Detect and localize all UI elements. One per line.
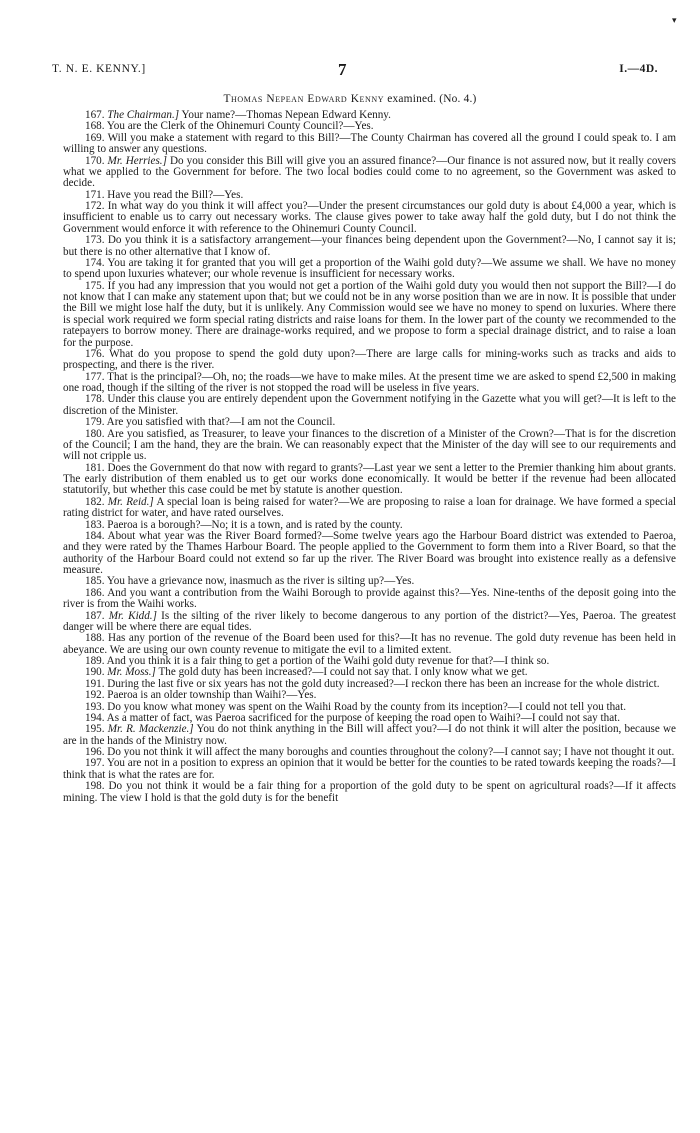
question-number: 175. xyxy=(85,279,105,292)
question-paragraph xyxy=(63,133,676,156)
question-paragraph xyxy=(63,258,676,281)
question-text: Do you think it is a satisfactory arrangement—your finances being dependent upon the Government?—No, I cannot say it is; but there is no other alternative that I know of. xyxy=(63,234,676,258)
title-suffix: examined. (No. 4.) xyxy=(387,93,477,105)
question-text: Your name?—Thomas Nepean Edward Kenny. xyxy=(181,109,391,121)
question-paragraph xyxy=(63,497,676,520)
question-text: You are not in a position to express an opinion that it would be better for the counties to be rated towards keeping the roads?—I think that is what the rates are for. xyxy=(63,757,676,781)
page-header xyxy=(52,60,658,79)
question-number: 180. xyxy=(85,427,105,440)
question-number: 179. xyxy=(85,416,105,429)
question-paragraph xyxy=(63,394,676,417)
question-number: 178. xyxy=(85,393,105,406)
question-paragraph xyxy=(63,758,676,781)
question-text: Under this clause you are entirely dependent upon the Government notifying in the Gazette what you will get?—It is left to the discretion of the Minister. xyxy=(63,393,676,417)
speaker-label: Mr. R. Mackenzie.] xyxy=(107,723,194,736)
question-text: A special loan is being raised for water?—We are proposing to raise a loan for drainage. We have formed a special rating district for water, and have rated ourselves. xyxy=(63,495,676,520)
question-paragraph xyxy=(63,281,676,349)
question-number: 196. xyxy=(85,746,105,758)
section-title xyxy=(0,93,700,105)
question-number: 176. xyxy=(85,347,105,360)
question-paragraph xyxy=(63,429,676,463)
question-number: 197. xyxy=(85,757,105,770)
transcript-body xyxy=(63,110,676,804)
question-number: 194. xyxy=(85,711,105,724)
witness-name: Thomas Nepean Edward Kenny xyxy=(223,93,385,105)
question-number: 189. xyxy=(85,655,105,667)
question-text: Do you not think it will affect the many boroughs and counties throughout the colony?—I cannot say; I have not thought it out. xyxy=(107,746,675,758)
question-number: 192. xyxy=(85,689,105,702)
question-number: 187. xyxy=(85,609,105,622)
question-text: Paeroa is an older township than Waihi?—Yes. xyxy=(107,689,317,702)
question-number: 183. xyxy=(85,518,105,531)
question-text: Has any portion of the revenue of the Board been used for this?—It has no revenue. The gold duty revenue has been held in abeyance. We are using our own county revenue to mitigate the evil to a limited extent. xyxy=(63,632,676,656)
question-number: 177. xyxy=(85,370,105,383)
question-text: Do you know what money was spent on the Waihi Road by the county from its inception?—I could not tell you that. xyxy=(107,700,627,713)
question-paragraph xyxy=(63,611,676,634)
question-number: 181. xyxy=(85,461,105,474)
speaker-label: Mr. Herries.] xyxy=(107,154,167,167)
question-text: Is the silting of the river likely to become dangerous to any portion of the district?—Yes, Paeroa. The greatest danger will be where there are equal tides. xyxy=(63,609,676,633)
question-number: 168. xyxy=(85,120,105,133)
question-text: You are taking it for granted that you will get a proportion of the Waihi gold duty?—We assume we shall. We have no money to spend upon luxuries whatever; our whole revenue is insufficient for necessary works. xyxy=(63,256,676,281)
question-number: 184. xyxy=(85,529,105,542)
question-text: You do not think anything in the Bill will affect you?—I do not think it will alter the position, because we are in the hands of the Ministry now. xyxy=(63,723,676,747)
question-number: 182. xyxy=(85,495,105,508)
question-text: As a matter of fact, was Paeroa sacrificed for the purpose of keeping the road open to Waihi?—I could not say that. xyxy=(106,711,621,724)
question-text: The gold duty has been increased?—I could not say that. I only know what we get. xyxy=(158,666,528,679)
question-paragraph xyxy=(63,633,676,656)
question-paragraph xyxy=(63,372,676,395)
question-number: 188. xyxy=(85,632,105,645)
question-text: You are the Clerk of the Ohinemuri County Council?—Yes. xyxy=(106,120,374,133)
question-paragraph xyxy=(63,588,676,611)
question-text: Do you consider this Bill will give you an assured finance?—Our finance is not assured now, but it really covers what we applied to the Government for before. The two local bodies could come to no agreement, so the Government was asked to decide. xyxy=(63,154,676,190)
question-number: 172. xyxy=(85,200,105,212)
question-number: 170. xyxy=(85,154,105,167)
question-paragraph xyxy=(63,724,676,747)
question-text: Have you read the Bill?—Yes. xyxy=(107,188,244,201)
question-paragraph xyxy=(63,463,676,497)
question-paragraph xyxy=(63,349,676,372)
question-paragraph xyxy=(63,235,676,258)
question-number: 167. xyxy=(85,109,105,121)
question-number: 174. xyxy=(85,256,105,269)
question-text: In what way do you think it will affect you?—Under the present circumstances our gold duty is about £4,000 a year, which is insufficient to enable us to carry out necessary works. The clause gives power to take away half the gold duty, but I do not think the Government would enforce it with reference to the Ohinemuri County Council. xyxy=(63,200,676,235)
question-paragraph xyxy=(63,156,676,190)
question-number: 193. xyxy=(85,700,105,713)
speaker-label: Mr. Moss.] xyxy=(107,666,156,679)
header-left: T. N. E. KENNY.] xyxy=(52,63,146,75)
question-text: Are you satisfied, as Treasurer, to leave your finances to the discretion of a Minister of the Crown?—That is for the discretion of the Council; I am the hand, they are the brain. We can reasonably expect that the Minister of the day will see to our requirements and will not cripple us. xyxy=(63,427,676,463)
question-paragraph xyxy=(63,781,676,804)
question-text: You have a grievance now, inasmuch as the river is silting up?—Yes. xyxy=(106,575,415,588)
question-number: 185. xyxy=(85,575,105,588)
question-text: During the last five or six years has not the gold duty increased?—I reckon there has been an increase for the whole district. xyxy=(107,677,660,690)
question-text: Does the Government do that now with regard to grants?—Last year we sent a letter to the Premier thanking him about grants. The early distribution of them enabled us to get our works done economically. It would be better if the revenue had been allocated statutorily, but whether this case could be met by statute is another question. xyxy=(63,461,676,497)
question-text: Do you not think it would be a fair thing for a proportion of the gold duty to be spent on agricultural roads?—If it affects mining. The view I hold is that the gold duty is for the benefit xyxy=(63,780,676,804)
question-text: If you had any impression that you would not get a portion of the Waihi gold duty you would then not support the Bill?—I do not know that I can make any statement upon that; but we could not be in any worse position than we are in now. It is possible that under the Bill we might lose half the duty, but it is unlikely. Any Commission would see we have no money to spend on luxuries. Where there is special work required we form special rating districts and raise loans for them. In the lower part of the county we recommended to the ratepayers to borrow money. There are drainage-works required, and we propose to form a special drainage district, and to raise a loan for the purpose. xyxy=(63,279,676,349)
speaker-label: Mr. Reid.] xyxy=(107,495,154,508)
question-text: Will you make a statement with regard to this Bill?—The County Chairman has covered all the ground I could speak to. I am willing to answer any questions. xyxy=(63,131,676,156)
question-number: 190. xyxy=(85,666,105,679)
page-number: 7 xyxy=(338,60,347,79)
question-number: 191. xyxy=(85,677,105,690)
question-number: 171. xyxy=(85,188,105,201)
question-text: Paeroa is a borough?—No; it is a town, and is rated by the county. xyxy=(107,518,403,531)
question-text: About what year was the River Board formed?—Some twelve years ago the Harbour Board district was extended to Paeroa, and they were rated by the Thames Harbour Board. The people applied to the Government to form them into a River Board, so that the authority of the Harbour Board could not extend so far up the river. The River Board was brought into existence really as a defensive measure. xyxy=(63,529,677,576)
question-number: 198. xyxy=(85,780,105,793)
question-text: And you think it is a fair thing to get a portion of the Waihi gold duty revenue for that?—I think so. xyxy=(106,655,550,667)
header-right: I.—4D. xyxy=(619,63,658,75)
question-number: 169. xyxy=(85,131,105,144)
question-text: Are you satisfied with that?—I am not the Council. xyxy=(106,416,336,429)
question-text: That is the principal?—Oh, no; the roads—we have to make miles. At the present time we are asked to spend £2,500 in making one road, though if the silting of the river is not stopped the road will be useless in five years. xyxy=(63,370,676,394)
question-text: What do you propose to spend the gold duty upon?—There are large calls for mining-works such as tracks and aids to prospecting, and there is the river. xyxy=(63,347,676,372)
question-number: 173. xyxy=(85,234,105,247)
question-paragraph xyxy=(63,201,676,235)
question-number: 186. xyxy=(85,586,105,599)
corner-mark-icon: ▾ xyxy=(672,15,677,25)
question-text: And you want a contribution from the Waihi Borough to provide against this?—Yes. Nine-tenths of the deposit going into the river is from the Waihi works. xyxy=(63,586,676,611)
question-number: 195. xyxy=(85,723,105,736)
speaker-label: Mr. Kidd.] xyxy=(108,609,157,622)
speaker-label: The Chairman.] xyxy=(107,109,180,121)
question-paragraph xyxy=(63,531,676,577)
